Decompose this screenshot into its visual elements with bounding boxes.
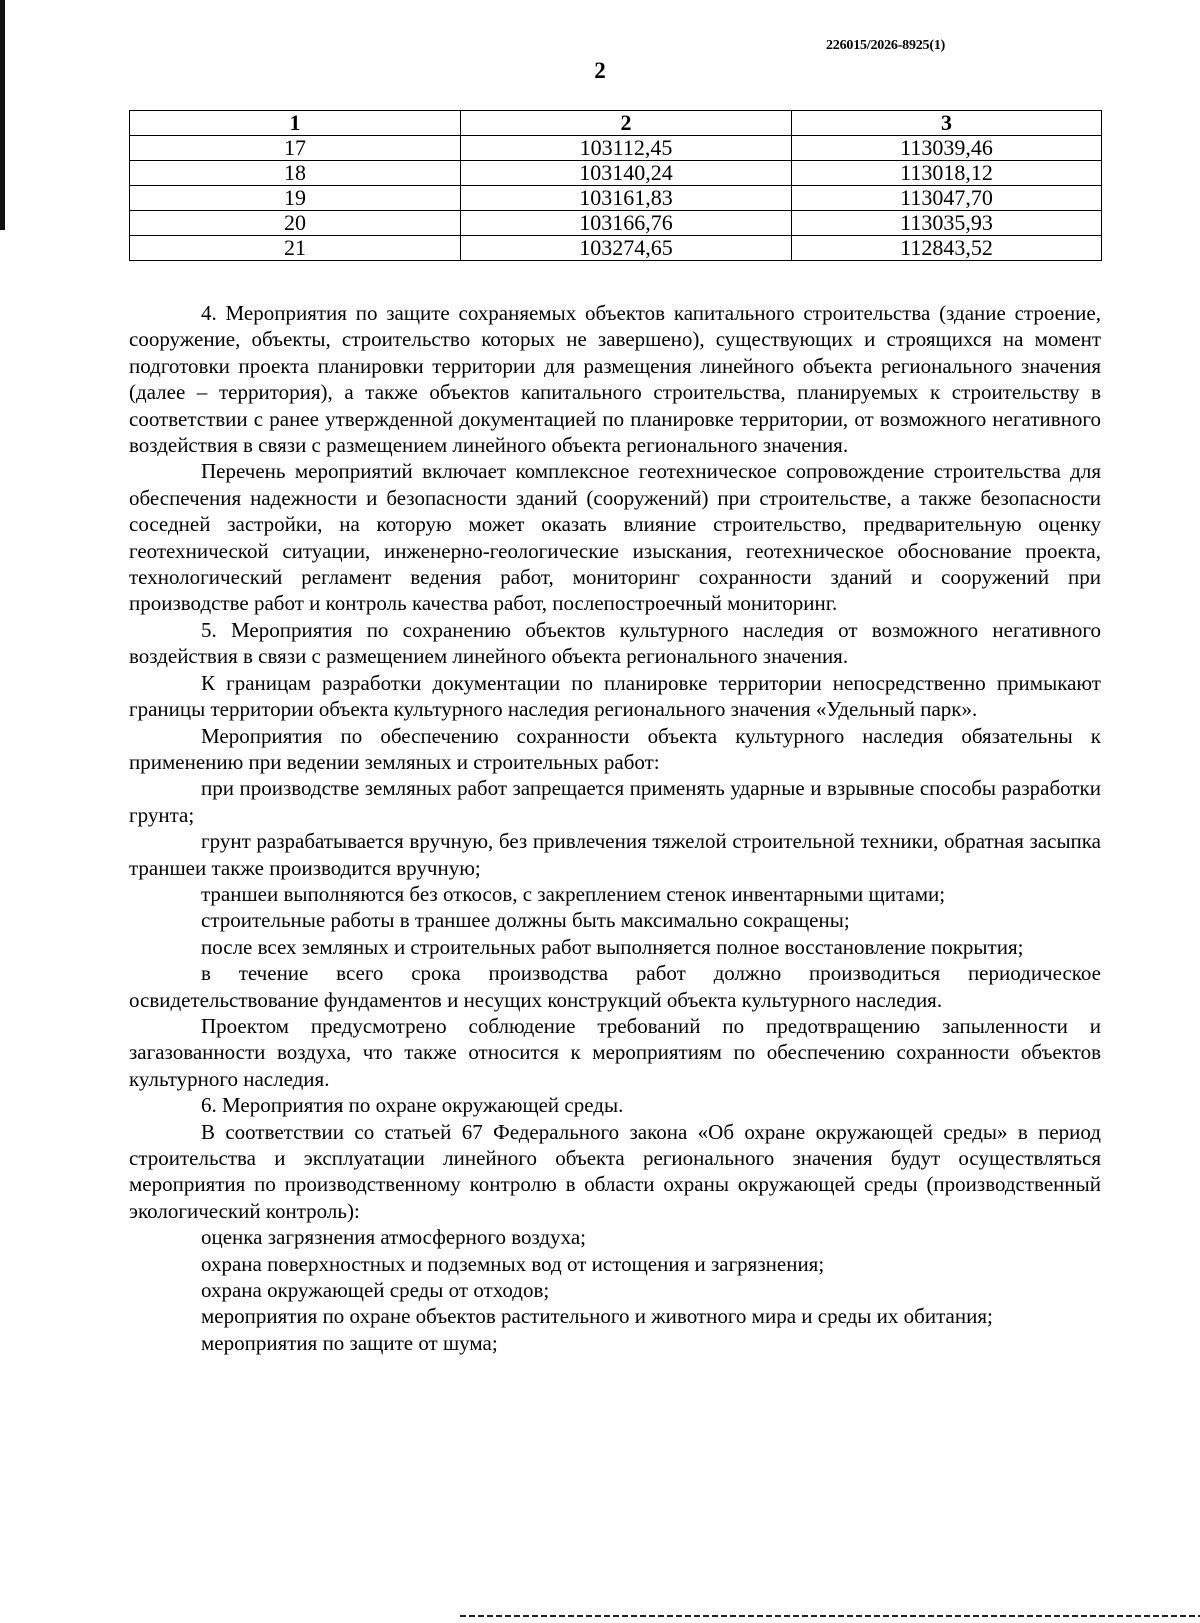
y-coordinate-cell: 113047,70 xyxy=(792,186,1102,211)
table-row xyxy=(130,161,1102,186)
list-item: в течение всего срока производства работ должно производиться периодическое освидетельствование фундаментов и несущих конструкций объекта культурного наследия. xyxy=(129,961,1101,1012)
table-header-row xyxy=(130,111,1102,136)
list-item: строительные работы в траншее должны быть максимально сокращены; xyxy=(201,908,850,933)
paragraph-park-boundaries: К границам разработки документации по планировке территории непосредственно примыкают границы территории объекта культурного наследия регионального значения «Удельный парк». xyxy=(129,670,1101,722)
paragraph-heritage-measures: Мероприятия по обеспечению сохранности объекта культурного наследия обязательны к применению при ведении земляных и строительных работ: xyxy=(129,723,1101,774)
document-number: 226015/2026-8925(1) xyxy=(826,38,946,53)
paragraph-air-quality: Проектом предусмотрено соблюдение требований по предотвращению запыленности и загазованности воздуха, что также относится к мероприятиям по обеспечению сохранности объектов культурного наследия. xyxy=(129,1013,1101,1091)
table-header-cell: 1 xyxy=(130,111,461,136)
y-coordinate-cell: 113039,46 xyxy=(792,136,1102,161)
table-row xyxy=(130,136,1102,161)
list-item: после всех земляных и строительных работ выполняется полное восстановление покрытия; xyxy=(201,934,1024,959)
x-coordinate-cell: 103161,83 xyxy=(461,186,792,211)
point-number-cell: 19 xyxy=(130,186,461,211)
table-header-cell: 2 xyxy=(461,111,792,136)
table-row xyxy=(130,211,1102,236)
list-item: охрана поверхностных и подземных вод от истощения и загрязнения; xyxy=(201,1251,825,1276)
y-coordinate-cell: 113018,12 xyxy=(792,161,1102,186)
list-item: охрана окружающей среды от отходов; xyxy=(201,1278,550,1303)
list-item: при производстве земляных работ запрещается применять ударные и взрывные способы разработки грунта; xyxy=(129,776,1101,827)
x-coordinate-cell: 103166,76 xyxy=(461,211,792,236)
paragraph-section-4: 4. Мероприятия по защите сохраняемых объектов капитального строительства (здание строение, сооружение, объекты, строительство которых не завершено), существующих и строящихся на момент подготовки проекта планировки территории для размещения линейного объекта регионального значения (далее – территория), а также объектов капитального строительства, планируемых к строительству в соответствии с ранее утвержденной документацией по планировке территории, от возможного негативного воздействия в связи с размещением линейного объекта регионального значения. xyxy=(129,301,1101,458)
coordinates-table xyxy=(129,110,1102,261)
table-row xyxy=(130,236,1102,261)
scan-edge-mark xyxy=(0,0,5,230)
list-item: грунт разрабатывается вручную, без привлечения тяжелой строительной техники, обратная засыпка траншеи также производится вручную; xyxy=(129,829,1101,880)
paragraph-federal-law: В соответствии со статьей 67 Федерального закона «Об охране окружающей среды» в период строительства и эксплуатации линейного объекта регионального значения будут осуществляться мероприятия по производственному контролю в области охраны окружающей среды (производственный экологический контроль): xyxy=(129,1119,1101,1223)
list-item: траншеи выполняются без откосов, с закреплением стенок инвентарными щитами; xyxy=(201,881,946,906)
x-coordinate-cell: 103274,65 xyxy=(461,236,792,261)
point-number-cell: 21 xyxy=(130,236,461,261)
table-row xyxy=(130,186,1102,211)
paragraph-section-5: 5. Мероприятия по сохранению объектов культурного наследия от возможного негативного воздействия в связи с размещением линейного объекта регионального значения. xyxy=(129,617,1101,669)
list-item: оценка загрязнения атмосферного воздуха; xyxy=(201,1225,586,1250)
paragraph-measures-list: Перечень мероприятий включает комплексное геотехническое сопровождение строительства для обеспечения надежности и безопасности зданий (сооружений) при строительстве, а также безопасности соседней застройки, на которую может оказать влияние строительство, предварительную оценку геотехнической ситуации, инженерно-геологические изыскания, геотехническое обоснование проекта, технологический регламент ведения работ, мониторинг сохранности зданий и сооружений при производстве работ и контроль качества работ, послепостроечный мониторинг. xyxy=(129,459,1101,616)
table-header-cell: 3 xyxy=(792,111,1102,136)
list-item: мероприятия по защите от шума; xyxy=(201,1330,498,1355)
paragraph-section-6: 6. Мероприятия по охране окружающей среды. xyxy=(201,1093,624,1118)
scan-bottom-edge xyxy=(460,1615,1200,1617)
point-number-cell: 17 xyxy=(130,136,461,161)
point-number-cell: 20 xyxy=(130,211,461,236)
x-coordinate-cell: 103112,45 xyxy=(461,136,792,161)
point-number-cell: 18 xyxy=(130,161,461,186)
list-item: мероприятия по охране объектов растительного и животного мира и среды их обитания; xyxy=(201,1304,993,1329)
page-number: 2 xyxy=(594,58,606,83)
x-coordinate-cell: 103140,24 xyxy=(461,161,792,186)
y-coordinate-cell: 113035,93 xyxy=(792,211,1102,236)
document-body xyxy=(129,300,1101,1356)
y-coordinate-cell: 112843,52 xyxy=(792,236,1102,261)
